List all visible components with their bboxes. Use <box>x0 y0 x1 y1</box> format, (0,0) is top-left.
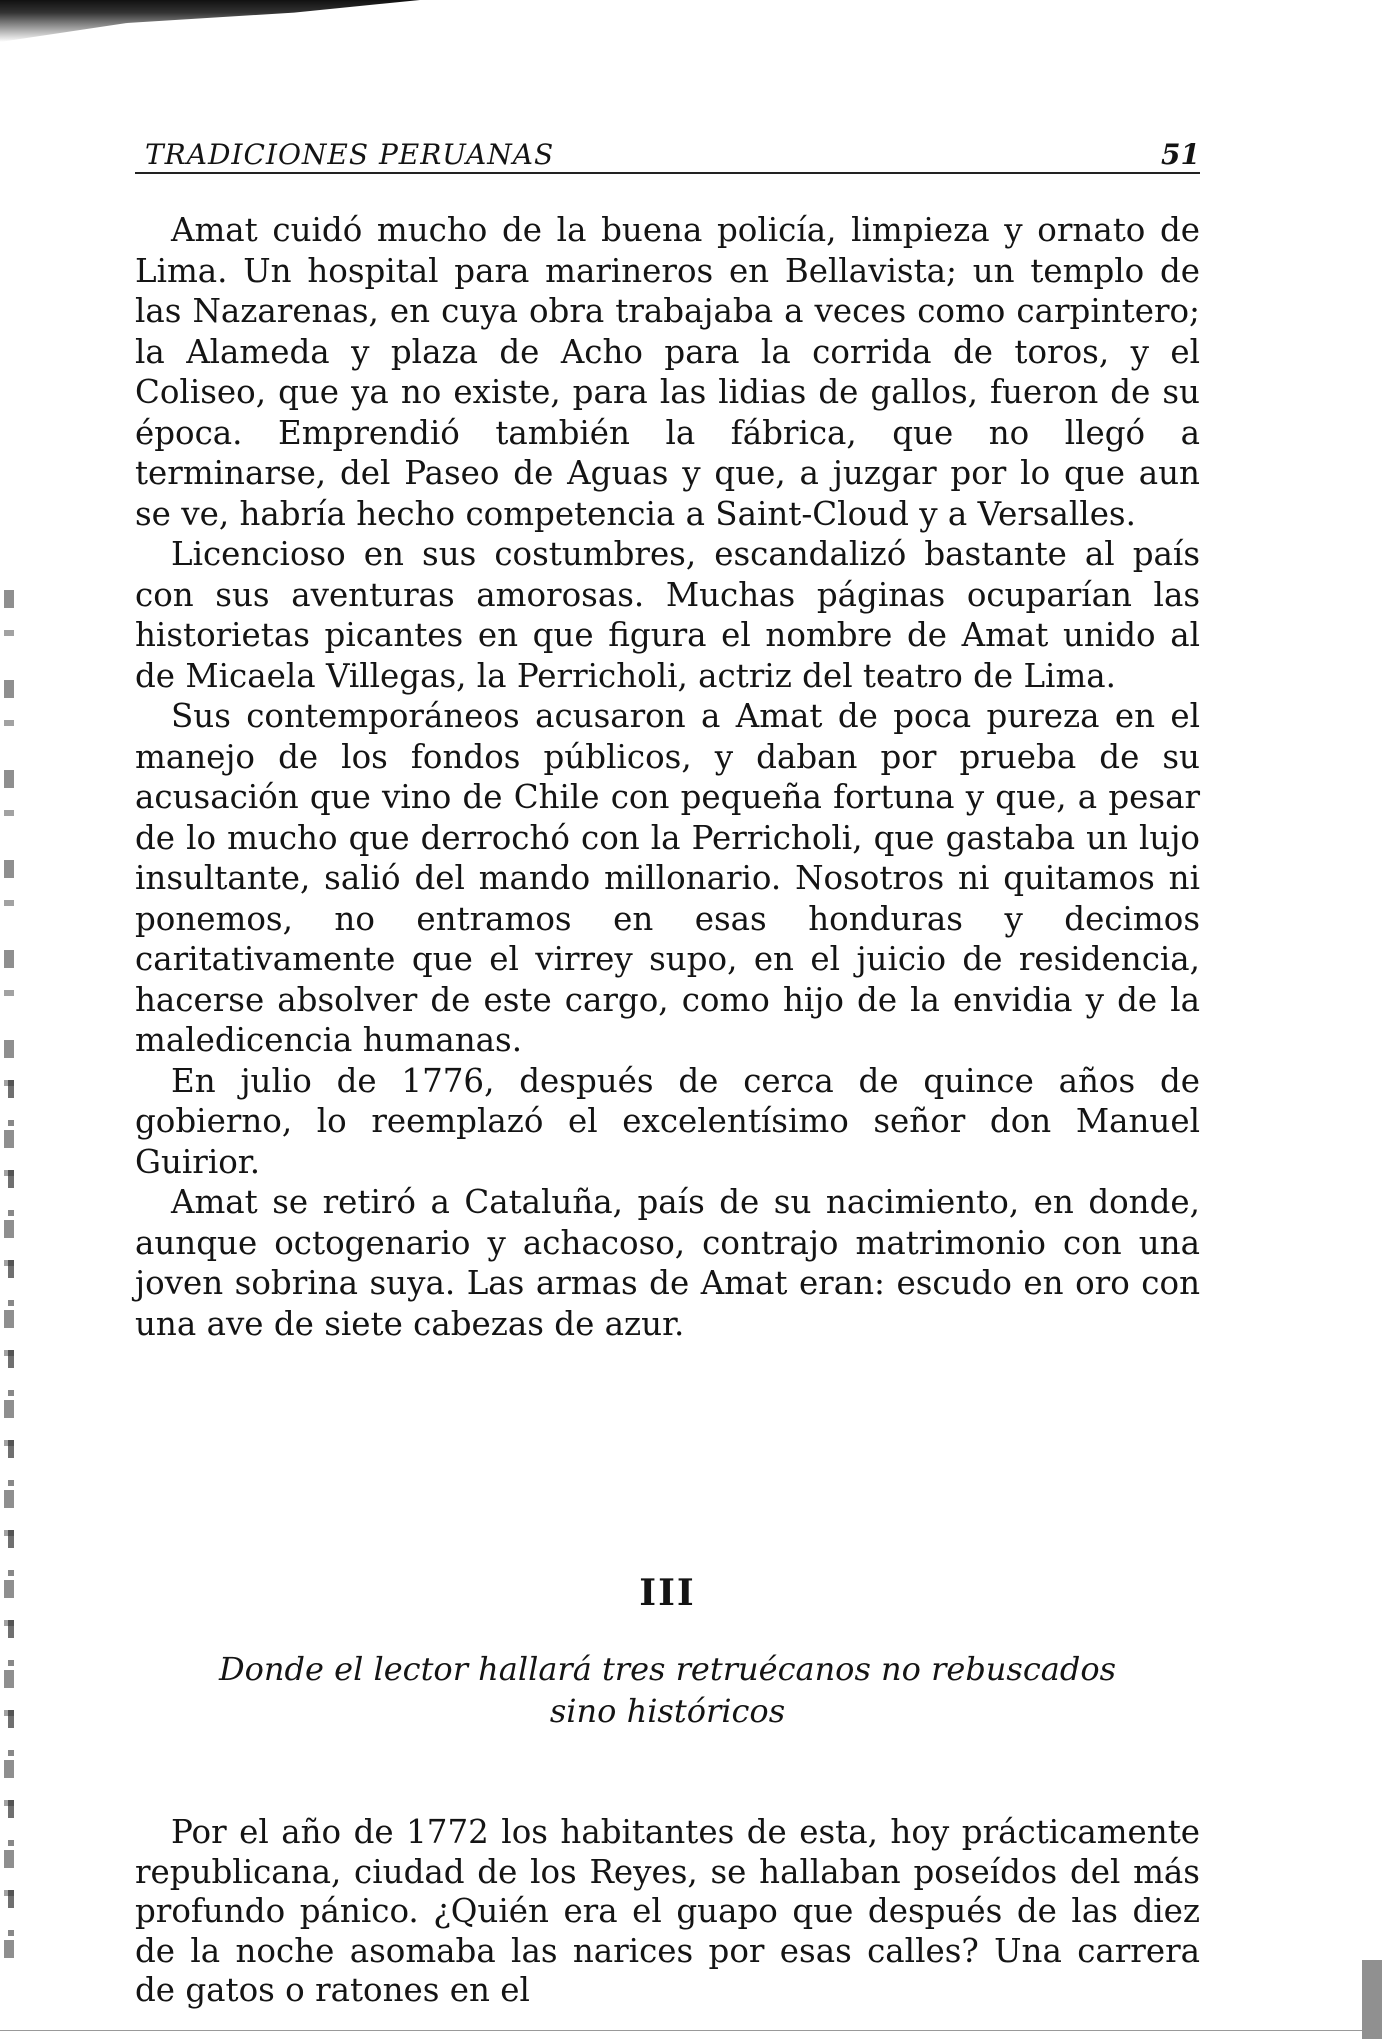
section-subtitle-line-1: Donde el lector hallará tres retruécanos no rebuscados <box>219 1650 1116 1688</box>
paragraph-1: Amat cuidó mucho de la buena policía, limpieza y ornato de Lima. Un hospital para marineros en Bellavista; un templo de las Nazarenas, en cuya obra trabajaba a veces como carpintero; la Alameda y plaza de Acho para la corrida de toros, y el Coliseo, que ya no existe, para las lidias de gallos, fueron de su época. Emprendió también la fábrica, que no llegó a terminarse, del Paseo de Aguas y que, a juzgar por lo que aun se ve, habría hecho competencia a Saint-Cloud y a Versalles. <box>135 211 1200 533</box>
paragraph-5: Amat se retiró a Cataluña, país de su nacimiento, en donde, aunque octogenario y achacoso, contrajo matrimonio con una joven sobrina suya. Las armas de Amat eran: escudo en oro con una ave de siete cabezas de azur. <box>135 1183 1200 1343</box>
running-header <box>135 138 1200 174</box>
page-bottom-edge <box>0 2030 1362 2031</box>
section-subtitle <box>135 1648 1200 1732</box>
section-text <box>135 1813 1200 2011</box>
paragraph-2: Licencioso en sus costumbres, escandalizó bastante al país con sus aventuras amorosas. Muchas páginas ocuparían las historietas picantes en que figura el nombre de Amat unido al de Micaela Villegas, la Perricholi, actriz del teatro de Lima. <box>135 535 1200 695</box>
paragraph-3: Sus contemporáneos acusaron a Amat de poca pureza en el manejo de los fondos públicos, y daban por prueba de su acusación que vino de Chile con pequeña fortuna y que, a pesar de lo mucho que derrochó con la Perricholi, que gastaba un lujo insultante, salió del mando millonario. Nosotros ni quitamos ni ponemos, no entramos en esas honduras y decimos caritativamente que el virrey supo, en el juicio de residencia, hacerse absolver de este cargo, como hijo de la envidia y de la maledicencia humanas. <box>135 697 1200 1059</box>
paragraph-6: Por el año de 1772 los habitantes de esta, hoy prácticamente republicana, ciudad de los Reyes, se hallaban poseídos del más profundo pánico. ¿Quién era el guapo que después de las diez de la noche asomaba las narices por esas calles? Una carrera de gatos o ratones en el <box>135 1813 1200 2009</box>
page-number: 51 <box>1161 138 1200 171</box>
main-text <box>135 210 1200 1344</box>
running-title: TRADICIONES PERUANAS <box>145 138 555 171</box>
scan-edge-mark <box>0 0 420 42</box>
binding-gutter-marks-lower <box>8 1080 14 1980</box>
section-subtitle-line-2: sino históricos <box>549 1692 786 1730</box>
paragraph-4: En julio de 1776, después de cerca de quince años de gobierno, lo reemplazó el excelentísimo señor don Manuel Guirior. <box>135 1061 1200 1181</box>
section-number: III <box>639 1572 696 1614</box>
scan-corner-mark <box>1362 1960 1382 2039</box>
